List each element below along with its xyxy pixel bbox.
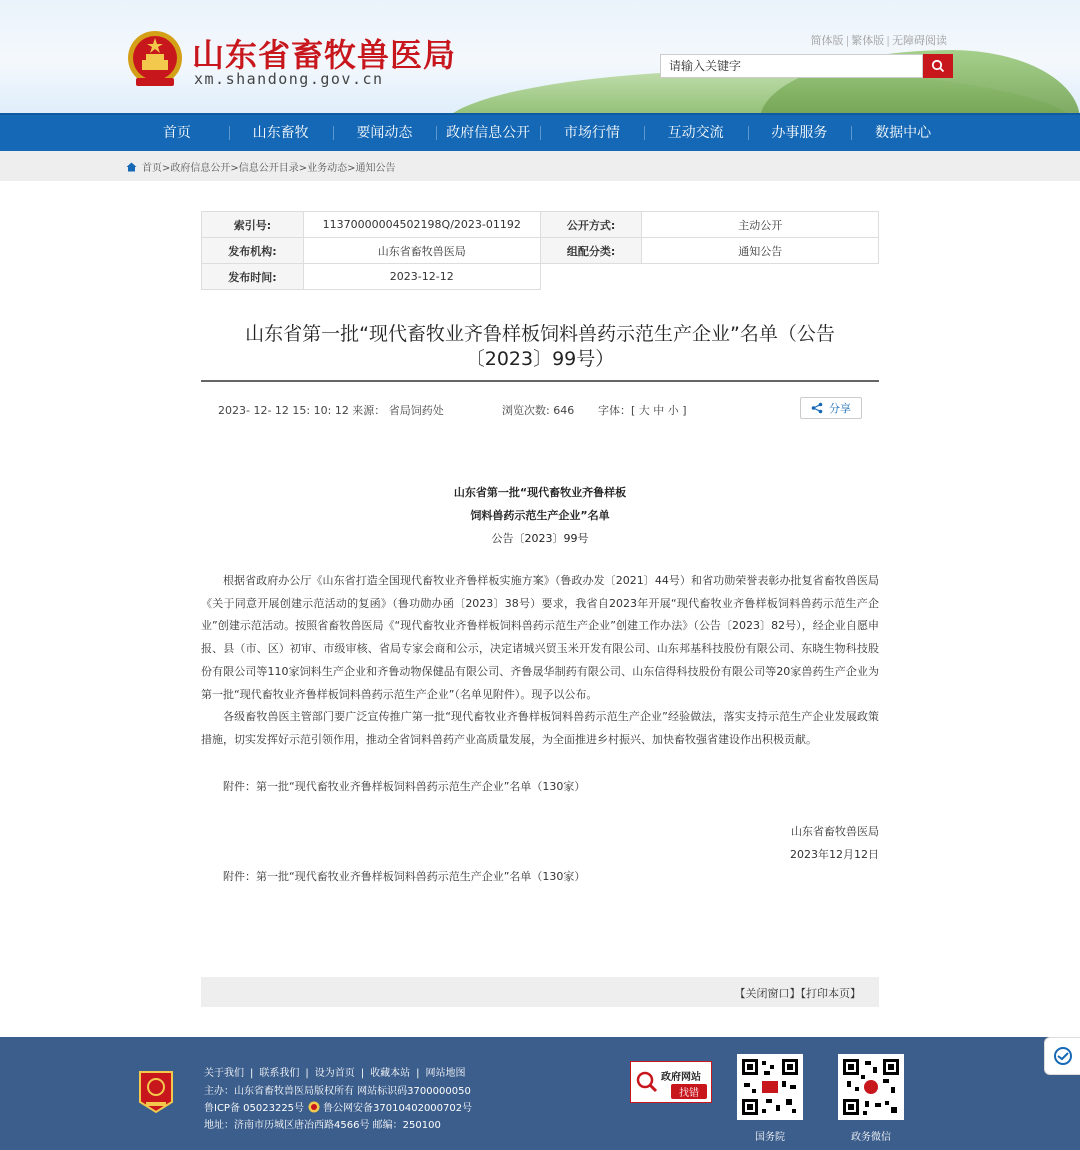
site-domain: xm.shandong.gov.cn bbox=[194, 70, 384, 88]
gov-site-error-badge[interactable]: 政府网站 找错 bbox=[630, 1061, 712, 1103]
article-info-row bbox=[218, 402, 687, 418]
nav-news[interactable]: 要闻动态 bbox=[333, 115, 437, 151]
search-input[interactable] bbox=[660, 54, 923, 78]
floating-accessibility-button[interactable] bbox=[1044, 1037, 1080, 1075]
qr-caption-state-council: 国务院 bbox=[755, 1132, 785, 1143]
national-emblem-icon bbox=[126, 28, 184, 90]
index-value: 11370000004502198Q/2023-01192 bbox=[303, 212, 540, 238]
footer-police-record[interactable]: 鲁公网安备37010402000702号 bbox=[323, 1103, 473, 1114]
footer-sitemap[interactable]: 网站地图 bbox=[425, 1068, 466, 1079]
footer-icp-row bbox=[204, 1099, 472, 1114]
footer-sponsor: 主办：山东省畜牧兽医局版权所有 网站标识码3700000050 bbox=[204, 1086, 471, 1097]
share-icon bbox=[811, 402, 823, 414]
article-title: 山东省第一批“现代畜牧业齐鲁样板饲料兽药示范生产企业”名单（公告 〔2023〕99号） bbox=[245, 323, 835, 370]
publish-date-value: 2023-12-12 bbox=[303, 264, 540, 290]
simplified-link[interactable]: 简体版 bbox=[810, 34, 844, 47]
magnifier-icon bbox=[635, 1070, 659, 1094]
view-count: 浏览次数: 646 bbox=[502, 404, 575, 417]
info-meta-table bbox=[201, 211, 879, 290]
article-paragraph-2: 各级畜牧兽医主管部门要广泛宣传推广第一批“现代畜牧业齐鲁样板饲料兽药示范生产企业”经验做法，落实支持示范生产企业发展政策措施，切实发挥好示范引领作用，推动全省饲料兽药产业高质量发展，为全面推进乡村振兴、加快畜牧强省建设作出积极贡献。 bbox=[201, 710, 879, 746]
open-method-value: 主动公开 bbox=[642, 212, 879, 238]
qr-caption-wechat: 政务微信 bbox=[851, 1132, 891, 1143]
search-box bbox=[660, 54, 953, 78]
doc-number: 公告〔2023〕99号 bbox=[491, 532, 589, 545]
party-org-badge-icon bbox=[136, 1068, 176, 1114]
police-badge-icon bbox=[308, 1101, 320, 1113]
site-title: 山东省畜牧兽医局 bbox=[192, 36, 457, 74]
attachment-link[interactable]: 附件：第一批“现代畜牧业齐鲁样板饲料兽药示范生产企业”名单（130家） bbox=[223, 870, 586, 883]
footer-icp[interactable]: 鲁ICP备 05023225号 bbox=[204, 1103, 305, 1114]
article-paragraph-1: 根据省政府办公厅《山东省打造全国现代畜牧业齐鲁样板实施方案》（鲁政办发〔2021〕44号）和省功勋荣誉表彰办批复省畜牧兽医局《关于同意开展创建示范活动的复函》（鲁功勋办函〔2023〕38号）要求，我省自2023年开展“现代畜牧业齐鲁样板饲料兽药示范生产企业”创建示范活动。按照省畜牧兽医局《“现代畜牧业齐鲁样板饲料兽药示范生产企业”创建工作办法》（公告〔2023〕82号），经企业自愿申报、县（市、区）初审、市级审核、省局专家会商和公示，决定诸城兴贸玉米开发有限公司、山东邦基科技股份有限公司、东晓生物科技股份有限公司等110家饲料生产企业和齐鲁动物保健品有限公司、齐鲁晟华制药有限公司、山东信得科技股份有限公司等20家兽药生产企业为第一批“现代畜牧业齐鲁样板饲料兽药示范生产企业”（名单见附件）。现予以公布。 bbox=[201, 574, 879, 701]
doc-heading-line2: 饲料兽药示范生产企业”名单 bbox=[470, 509, 610, 522]
nav-interaction[interactable]: 互动交流 bbox=[644, 115, 748, 151]
home-icon bbox=[126, 162, 137, 172]
accessibility-link[interactable]: 无障碍阅读 bbox=[892, 34, 947, 47]
category-value: 通知公告 bbox=[642, 238, 879, 264]
title-divider bbox=[201, 380, 879, 382]
footer-links: 关于我们 | 联系我们 | 设为首页 | 收藏本站 | 网站地图 bbox=[204, 1068, 466, 1079]
footer-bookmark[interactable]: 收藏本站 bbox=[370, 1068, 411, 1079]
main-nav bbox=[0, 113, 1080, 151]
footer-address: 地址：济南市历城区唐冶西路4566号 邮编：250100 bbox=[204, 1120, 441, 1131]
nav-shandong-animal[interactable]: 山东畜牧 bbox=[229, 115, 333, 151]
article-datetime-source: 2023- 12- 12 15: 10: 12 来源： 省局饲药处 bbox=[218, 404, 444, 417]
attachment-text: 附件：第一批“现代畜牧业齐鲁样板饲料兽药示范生产企业”名单（130家） bbox=[223, 780, 586, 793]
nav-data-center[interactable]: 数据中心 bbox=[851, 115, 955, 151]
close-window-link[interactable]: 【关闭窗口】 bbox=[734, 987, 801, 1000]
publisher-value: 山东省畜牧兽医局 bbox=[303, 238, 540, 264]
traditional-link[interactable]: 繁体版 bbox=[851, 34, 885, 47]
signature-org: 山东省畜牧兽医局 bbox=[791, 825, 879, 838]
breadcrumb-bar bbox=[0, 151, 1080, 181]
qr-code-state-council bbox=[737, 1054, 803, 1120]
nav-market[interactable]: 市场行情 bbox=[540, 115, 644, 151]
footer-about[interactable]: 关于我们 bbox=[204, 1068, 244, 1079]
search-button[interactable] bbox=[923, 54, 953, 78]
signature-date: 2023年12月12日 bbox=[790, 848, 879, 861]
site-footer bbox=[0, 1037, 1080, 1150]
share-button[interactable]: 分享 bbox=[800, 397, 862, 419]
doc-heading-line1: 山东省第一批“现代畜牧业齐鲁样板 bbox=[453, 486, 627, 499]
open-method-label: 公开方式: bbox=[540, 212, 642, 238]
nav-home[interactable]: 首页 bbox=[162, 125, 191, 141]
nav-gov-info[interactable]: 政府信息公开 bbox=[436, 115, 540, 151]
publish-date-label: 发布时间: bbox=[202, 264, 304, 290]
search-icon bbox=[931, 59, 945, 73]
index-label: 索引号: bbox=[202, 212, 304, 238]
footer-set-home[interactable]: 设为首页 bbox=[314, 1068, 355, 1079]
site-header bbox=[0, 0, 1080, 113]
qr-code-wechat bbox=[838, 1054, 904, 1120]
refresh-globe-icon bbox=[1053, 1046, 1073, 1066]
font-size-switch[interactable]: 字体：[ 大 中 小 ] bbox=[598, 404, 687, 417]
breadcrumb-text[interactable]: 首页>政府信息公开>信息公开目录>业务动态>通知公告 bbox=[142, 163, 396, 174]
publisher-label: 发布机构: bbox=[202, 238, 304, 264]
nav-services[interactable]: 办事服务 bbox=[748, 115, 852, 151]
category-label: 组配分类: bbox=[540, 238, 642, 264]
page-actions-bar bbox=[201, 977, 879, 1007]
footer-contact[interactable]: 联系我们 bbox=[259, 1068, 300, 1079]
breadcrumb bbox=[126, 159, 396, 174]
print-page-link[interactable]: 【打印本页】 bbox=[800, 987, 861, 1000]
language-links: 简体版 | 繁体版 | 无障碍阅读 bbox=[810, 34, 947, 47]
